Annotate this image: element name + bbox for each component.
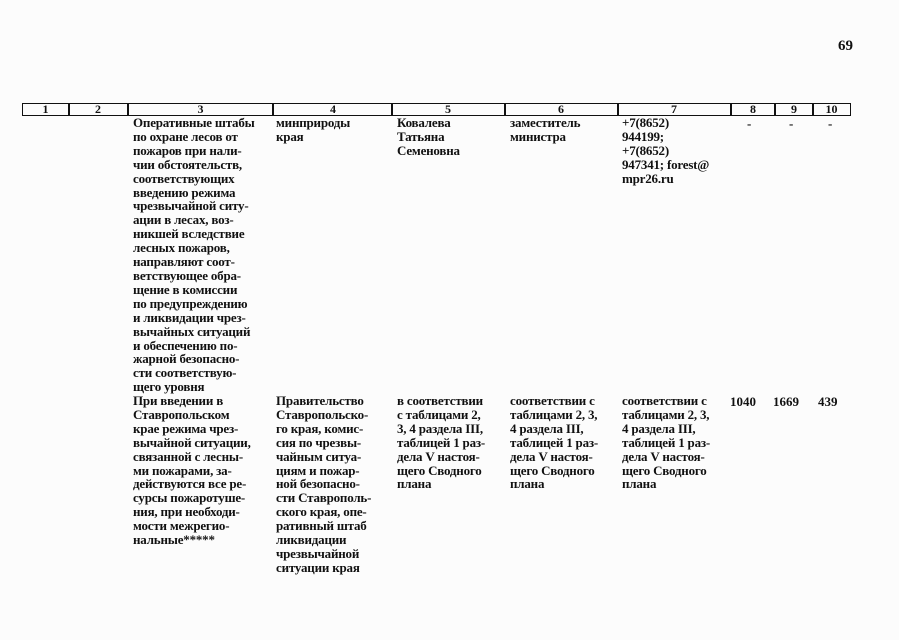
- row1-col9-value: -: [789, 116, 794, 131]
- row2-col5-text: в соответствии с таблицами 2, 3, 4 раздела III, таблицей 1 раз- дела V настоя- щего Сводного плана: [397, 393, 486, 492]
- header-cell-2: 2: [95, 102, 101, 116]
- header-cell-7: 7: [671, 102, 677, 116]
- header-cell-3: 3: [197, 102, 204, 116]
- row2-col6-text: соответствии с таблицами 2, 3, 4 раздела III, таблицей 1 раз- дела V настоя- щего Сводного плана: [510, 393, 599, 492]
- header-cell-8: 8: [750, 102, 756, 116]
- header-cell-4: 4: [330, 102, 336, 116]
- row1-col10-value: -: [828, 116, 833, 131]
- row2-col4-text: Правительство Ставропольско- го края, комис- сия по чрезвы- чайным ситуа- циям и пожар- ной безопасно- сти Ставрополь- ского края, опе- ративный штаб ликвидации чрезвычайной ситуации края: [276, 393, 372, 575]
- row2-col9-value: 1669: [773, 394, 799, 409]
- header-cell-10: 10: [825, 102, 838, 116]
- row2-col8-value: 1040: [730, 394, 756, 409]
- row2-col10-value: 439: [818, 394, 838, 409]
- row1-col3-text: Оперативные штабы по охране лесов от пожаров при нали- чии обстоятельств, соответствующих введению режима чрезвычайной ситу- ации в лесах, воз- никшей вследствие лесных пожаров, направляют соот- ветствующее обра- щение в комиссии по предупреждению и ликвидации чрез- вычайных ситуаций и обеспечению по- жарной безопасно- сти соответствую- щего уровня: [133, 115, 255, 395]
- header-cell-9: 9: [791, 102, 797, 116]
- row1-col6-text: заместитель министра: [510, 115, 581, 144]
- row1-col5-text: Ковалева Татьяна Семеновна: [397, 115, 460, 158]
- row2-col7-text: соответствии с таблицами 2, 3, 4 раздела III, таблицей 1 раз- дела V настоя- щего Сводного плана: [622, 393, 711, 492]
- header-cell-1: 1: [42, 102, 49, 116]
- header-cell-5: 5: [445, 102, 451, 116]
- row1-col4-text: минприроды края: [276, 115, 351, 144]
- row1-col7-text: +7(8652) 944199; +7(8652) 947341; forest@ mpr26.ru: [622, 115, 710, 186]
- page-number: 69: [838, 38, 853, 54]
- header-cell-6: 6: [558, 102, 564, 116]
- row1-col8-value: -: [747, 116, 752, 131]
- row2-col3-text: При введении в Ставропольском крае режима чрез- вычайной ситуации, связанной с лесны- ми пожарами, за- действуются все ре- сурсы пожаротуше- ния, при необходи- мости межрегио- нальные*****: [133, 393, 251, 548]
